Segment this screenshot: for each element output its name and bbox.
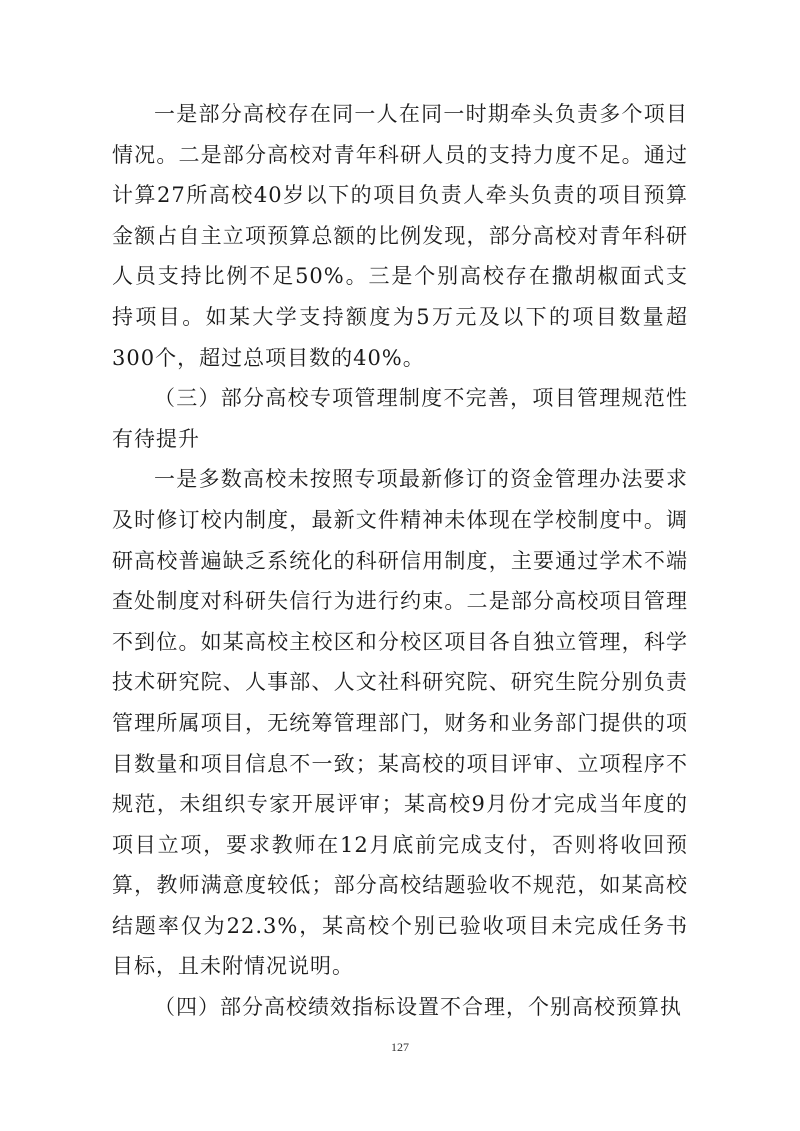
section-heading-3: （三）部分高校专项管理制度不完善，项目管理规范性有待提升 bbox=[112, 386, 688, 451]
document-body bbox=[112, 94, 688, 1028]
paragraph-youth-support: 一是部分高校存在同一人在同一时期牵头负责多个项目情况。二是部分高校对青年科研人员的支持力度不足。通过计算27所高校40岁以下的项目负责人牵头负责的项目预算金额占自主立项预算总额的比例发现，部分高校对青年科研人员支持比例不足50%。三是个别高校存在撒胡椒面式支持项目。如某大学支持额度为5万元及以下的项目数量超300个，超过总项目数的40%。 bbox=[112, 102, 688, 370]
section-heading-4: （四）部分高校绩效指标设置不合理，个别高校预算执 bbox=[154, 995, 682, 1020]
page-number: 127 bbox=[391, 1040, 409, 1054]
paragraph-management-rules: 一是多数高校未按照专项最新修订的资金管理办法要求及时修订校内制度，最新文件精神未体现在学校制度中。调研高校普遍缺乏系统化的科研信用制度，主要通过学术不端查处制度对科研失信行为进行约束。二是部分高校项目管理不到位。如某高校主校区和分校区项目各自独立管理，科学技术研究院、人事部、人文社科研究院、研究生院分别负责管理所属项目，无统筹管理部门，财务和业务部门提供的项目数量和项目信息不一致；某高校的项目评审、立项程序不规范，未组织专家开展评审；某高校9月份才完成当年度的项目立项，要求教师在12月底前完成支付，否则将收回预算，教师满意度较低；部分高校结题验收不规范，如某高校结题率仅为22.3%，某高校个别已验收项目未完成任务书目标，且未附情况说明。 bbox=[112, 467, 688, 979]
